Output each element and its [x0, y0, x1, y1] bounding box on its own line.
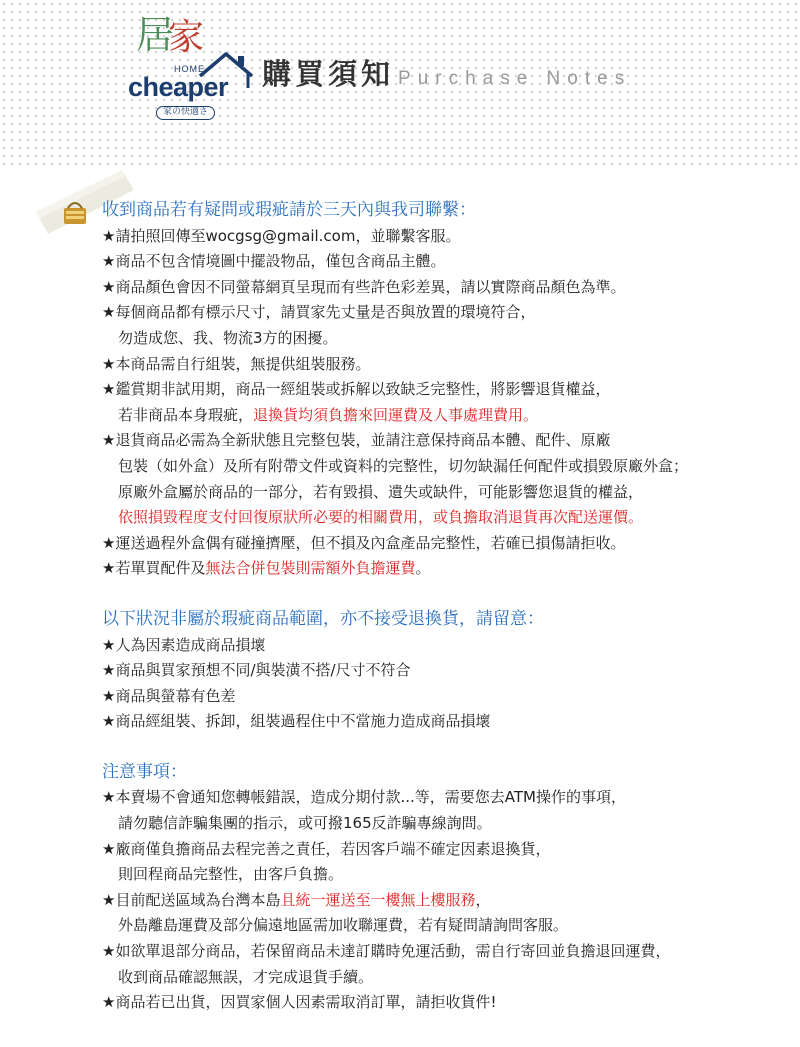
note-line	[102, 224, 792, 250]
notes-section	[102, 607, 792, 735]
note-text: 包裝（如外盒）及所有附帶文件或資料的完整性，切勿缺漏任何配件或損毀原廠外盒；	[118, 456, 689, 475]
note-text: ，	[475, 890, 491, 909]
logo-tagline: 家の快適さ	[156, 106, 215, 120]
note-text: ★本商品需自行組裝，無提供組裝服務。	[102, 354, 371, 373]
note-line	[102, 505, 792, 531]
highlight-text: 退換貨均須負擔來回運費及人事處理費用。	[253, 405, 539, 424]
note-line	[102, 249, 792, 275]
note-line	[102, 785, 792, 811]
note-text: 若非商品本身瑕疵，	[118, 405, 254, 424]
logo-home-label: HOME	[174, 64, 205, 74]
note-line	[102, 913, 792, 939]
notes-section	[102, 760, 792, 1016]
note-text: ★目前配送區域為台灣本島	[102, 890, 281, 909]
note-text: 收到商品確認無誤，才完成退貨手續。	[118, 967, 374, 986]
note-text: ★商品顏色會因不同螢幕網頁呈現而有些許色彩差異，請以實際商品顏色為準。	[102, 277, 626, 296]
note-text: 則回程商品完整性，由客戶負擔。	[118, 865, 344, 884]
note-line	[102, 888, 792, 914]
note-text: 。	[415, 559, 431, 578]
note-line	[102, 658, 792, 684]
note-text: ★每個商品都有標示尺寸，請買家先丈量是否與放置的環境符合，	[102, 303, 536, 322]
highlight-text: 依照損毀程度支付回復原狀所必要的相關費用，或負擔取消退貨再次配送運價。	[118, 508, 644, 527]
section-title: 注意事項：	[102, 761, 187, 782]
note-text: ★退貨商品必需為全新狀態且完整包裝，並請注意保持商品本體、配件、原廠	[102, 431, 611, 450]
note-text: ★商品若已出貨，因買家個人因素需取消訂單，請拒收貨件!	[102, 993, 497, 1012]
note-text: ★運送過程外盒偶有碰撞擠壓，但不損及內盒產品完整性，若確已損傷請拒收。	[102, 533, 626, 552]
purchase-notes-content	[102, 198, 792, 1016]
note-text: 勿造成您、我、物流3方的困擾。	[118, 328, 338, 347]
note-line	[102, 990, 792, 1016]
note-text: ★商品不包含情境圖中擺設物品，僅包含商品主體。	[102, 252, 446, 271]
note-text: 原廠外盒屬於商品的一部分，若有毀損、遺失或缺件，可能影響您退貨的權益，	[118, 482, 644, 501]
note-text: ★若單買配件及	[102, 559, 206, 578]
note-line	[102, 939, 792, 965]
section-spacer	[102, 582, 792, 607]
note-text: ★請拍照回傳至wocgsg@gmail.com，並聯繫客服。	[102, 226, 461, 245]
note-line	[102, 531, 792, 557]
section-title: 收到商品若有疑問或瑕疵請於三天內與我司聯繫：	[102, 200, 476, 220]
note-line	[102, 684, 792, 710]
note-text: ★本賣場不會通知您轉帳錯誤，造成分期付款...等，需要您去ATM操作的事項，	[102, 788, 626, 807]
note-text: ★人為因素造成商品損壞	[102, 635, 266, 654]
notes-section	[102, 198, 792, 582]
note-line	[102, 377, 792, 403]
page-title-en: Purchase Notes	[398, 68, 632, 89]
section-spacer	[102, 735, 792, 760]
highlight-text: 且統一運送至一樓無上樓服務	[280, 890, 476, 909]
note-line	[102, 352, 792, 378]
note-line	[102, 633, 792, 659]
note-line	[102, 556, 792, 582]
note-line	[102, 403, 792, 429]
highlight-text: 無法合併包裝則需額外負擔運費	[205, 559, 416, 578]
logo-char-jia: 家	[168, 17, 205, 58]
note-text: ★商品與螢幕有色差	[102, 686, 236, 705]
note-line	[102, 454, 792, 480]
note-line	[102, 965, 792, 991]
note-line	[102, 837, 792, 863]
note-text: 請勿聽信詐騙集團的指示，或可撥165反詐騙專線詢問。	[118, 814, 492, 833]
section-title: 以下狀況非屬於瑕疵商品範圍，亦不接受退換貨，請留意：	[102, 608, 544, 629]
note-line	[102, 326, 792, 352]
note-line	[102, 428, 792, 454]
logo-wordmark: cheaper	[128, 72, 229, 102]
note-text: ★商品與買家預想不同/與裝潢不搭/尺寸不符合	[102, 661, 411, 680]
logo-char-ju: 居	[136, 13, 175, 57]
note-text: 外島離島運費及部分偏遠地區需加收聯運費，若有疑問請詢問客服。	[118, 916, 569, 935]
brand-logo[interactable]	[128, 14, 258, 124]
note-line	[102, 811, 792, 837]
note-line	[102, 275, 792, 301]
note-line	[102, 300, 792, 326]
note-line	[102, 709, 792, 735]
page-title	[262, 52, 631, 93]
note-line	[102, 480, 792, 506]
note-text: ★鑑賞期非試用期，商品一經組裝或拆解以致缺乏完整性，將影響退貨權益，	[102, 380, 611, 399]
note-text: ★商品經組裝、拆卸，組裝過程住中不當施力造成商品損壞	[102, 712, 491, 731]
note-line	[102, 862, 792, 888]
note-text: ★廠商僅負擔商品去程完善之責任，若因客戶端不確定因素退換貨，	[102, 839, 551, 858]
page-title-zh: 購買須知	[262, 57, 395, 91]
note-text: ★如欲單退部分商品，若保留商品未達訂購時免運活動，需自行寄回並負擔退回運費，	[102, 942, 671, 961]
